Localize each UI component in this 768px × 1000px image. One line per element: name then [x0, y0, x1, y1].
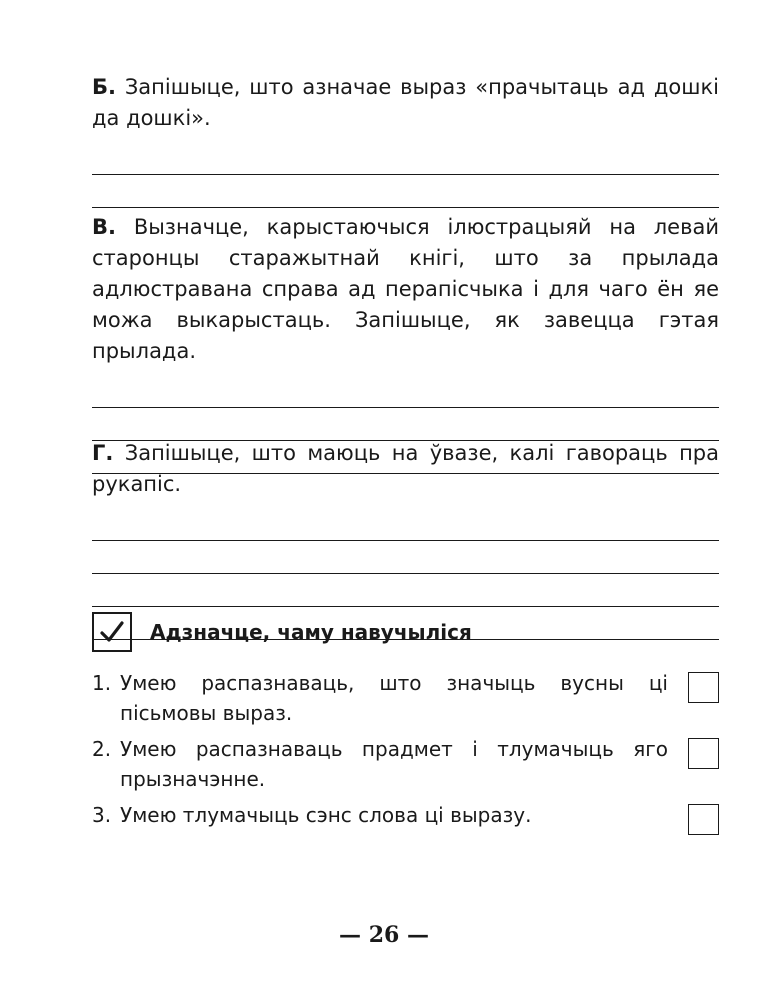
- self-check-item: [92, 800, 719, 830]
- self-check-checkbox[interactable]: [688, 738, 719, 769]
- task-v-mark: В.: [92, 215, 116, 239]
- item-text: Умею распазнаваць, што значыць вусны ці пісьмовы выраз.: [120, 671, 668, 725]
- answer-line[interactable]: [92, 541, 719, 574]
- item-number: 3.: [92, 803, 112, 827]
- task-b-answer-lines: [92, 142, 719, 208]
- task-b-mark: Б.: [92, 75, 116, 99]
- item-number: 2.: [92, 737, 112, 761]
- task-v-prompt: Вызначце, карыстаючыся ілюстрацыяй на левай старонцы старажытнай кнігі, што за прылада адлюстравана справа ад перапісчыка і для чаго ён яе можа выкарыстаць. Запішыце, як завецца гэтая прылада.: [92, 215, 719, 363]
- page-number: — 26 —: [339, 922, 429, 948]
- answer-line[interactable]: [92, 574, 719, 607]
- self-check-list: [92, 668, 719, 830]
- answer-line[interactable]: [92, 142, 719, 175]
- answer-line[interactable]: [92, 508, 719, 541]
- answer-line[interactable]: [92, 408, 719, 441]
- task-g-text: [92, 438, 719, 500]
- answer-line[interactable]: [92, 375, 719, 408]
- task-g: [92, 438, 719, 640]
- self-check-checkbox[interactable]: [688, 804, 719, 835]
- task-b-prompt: Запішыце, што азначае выраз «прачытаць ад дошкі да дошкі».: [92, 75, 719, 130]
- self-check-section: [92, 612, 719, 836]
- item-number: 1.: [92, 671, 112, 695]
- task-v: [92, 212, 719, 474]
- self-check-header: [92, 612, 719, 652]
- item-text: Умею тлумачыць сэнс слова ці выразу.: [120, 803, 532, 827]
- task-b-text: [92, 72, 719, 134]
- item-text: Умею распазнаваць прадмет і тлумачыць яго прызначэнне.: [120, 737, 668, 791]
- self-check-item: [92, 668, 719, 728]
- self-check-item: [92, 734, 719, 794]
- self-check-checkbox[interactable]: [688, 672, 719, 703]
- answer-line[interactable]: [92, 175, 719, 208]
- task-g-prompt: Запішыце, што маюць на ўвазе, калі гавораць пра рукапіс.: [92, 441, 719, 496]
- task-v-text: [92, 212, 719, 367]
- task-b: [92, 72, 719, 208]
- checkmark-icon: [92, 612, 132, 652]
- task-g-mark: Г.: [92, 441, 114, 465]
- self-check-title: Адзначце, чаму навучыліся: [150, 620, 472, 644]
